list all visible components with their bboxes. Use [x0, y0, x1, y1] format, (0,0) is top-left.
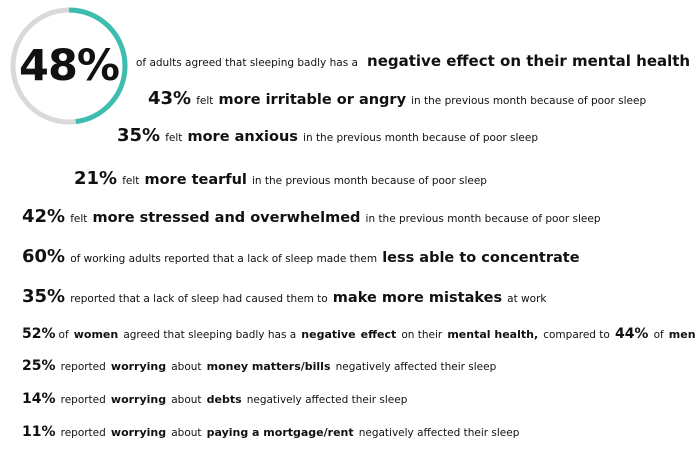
headline-percent: 48%: [19, 41, 119, 91]
fact-pre: felt: [122, 175, 140, 187]
fact-emphasis: more stressed and overwhelmed: [92, 210, 361, 226]
worry-mid: about: [171, 427, 202, 439]
fact-mistakes: [22, 286, 546, 307]
effect-label: effect: [360, 328, 397, 341]
fact-tearful: [74, 168, 487, 189]
fact-emphasis: more irritable or angry: [218, 92, 407, 108]
worry-pre: reported: [60, 361, 106, 373]
fact-post: at work: [507, 293, 547, 305]
fact-stressed: [22, 206, 601, 227]
worry-word: worrying: [110, 393, 167, 406]
fact-pre: reported that a lack of sleep had caused them to: [70, 293, 328, 305]
worry-percent: 11%: [22, 424, 56, 440]
negative-label: negative: [301, 328, 356, 341]
gender-text: of: [653, 329, 664, 341]
fact-post: in the previous month because of poor sleep: [303, 132, 539, 144]
headline-sentence: of adults agreed that sleeping badly has a: [136, 57, 358, 69]
headline-text: [136, 51, 690, 70]
fact-emphasis: less able to concentrate: [382, 250, 580, 266]
fact-anxious: [117, 125, 538, 146]
worry-mortgage: [22, 421, 519, 440]
worry-percent: 25%: [22, 358, 56, 374]
fact-post: in the previous month because of poor sleep: [411, 95, 647, 107]
worry-post: negatively affected their sleep: [335, 361, 497, 373]
worry-mid: about: [171, 394, 202, 406]
gender-text: agreed that sleeping badly has a: [123, 329, 297, 341]
fact-percent: 21%: [74, 168, 118, 189]
gender-text: of: [58, 329, 69, 341]
worry-money: [22, 355, 496, 374]
men-percent: 44%: [614, 326, 649, 342]
worry-word: worrying: [110, 360, 167, 373]
fact-irritable: [148, 88, 646, 109]
worry-mid: about: [171, 361, 202, 373]
worry-topic: money matters/bills: [206, 360, 331, 373]
fact-post: in the previous month because of poor sleep: [365, 213, 601, 225]
headline-emphasis: negative effect on their mental health: [367, 52, 691, 70]
mental-health-label: mental health,: [447, 328, 539, 341]
fact-percent: 43%: [148, 88, 192, 109]
fact-percent: 35%: [22, 286, 66, 307]
fact-pre: felt: [196, 95, 214, 107]
fact-emphasis: more tearful: [144, 172, 247, 188]
worry-debts: [22, 388, 407, 407]
men-label: men: [668, 328, 696, 341]
fact-percent: 60%: [22, 246, 66, 267]
women-label: women: [73, 328, 119, 341]
fact-gender: [22, 323, 696, 342]
worry-word: worrying: [110, 426, 167, 439]
worry-topic: paying a mortgage/rent: [206, 426, 354, 439]
fact-pre: of working adults reported that a lack of sleep made them: [70, 253, 378, 265]
gender-text: compared to: [543, 329, 610, 341]
worry-pre: reported: [60, 394, 106, 406]
fact-percent: 35%: [117, 125, 161, 146]
fact-emphasis: more anxious: [187, 129, 298, 145]
fact-pre: felt: [70, 213, 88, 225]
worry-post: negatively affected their sleep: [246, 394, 408, 406]
women-percent: 52%: [22, 326, 56, 342]
worry-percent: 14%: [22, 391, 56, 407]
fact-percent: 42%: [22, 206, 66, 227]
worry-topic: debts: [206, 393, 242, 406]
gender-text: on their: [401, 329, 443, 341]
worry-post: negatively affected their sleep: [358, 427, 520, 439]
fact-emphasis: make more mistakes: [332, 290, 503, 306]
fact-pre: felt: [165, 132, 183, 144]
worry-pre: reported: [60, 427, 106, 439]
fact-post: in the previous month because of poor sleep: [251, 175, 487, 187]
fact-concentrate: [22, 246, 580, 267]
